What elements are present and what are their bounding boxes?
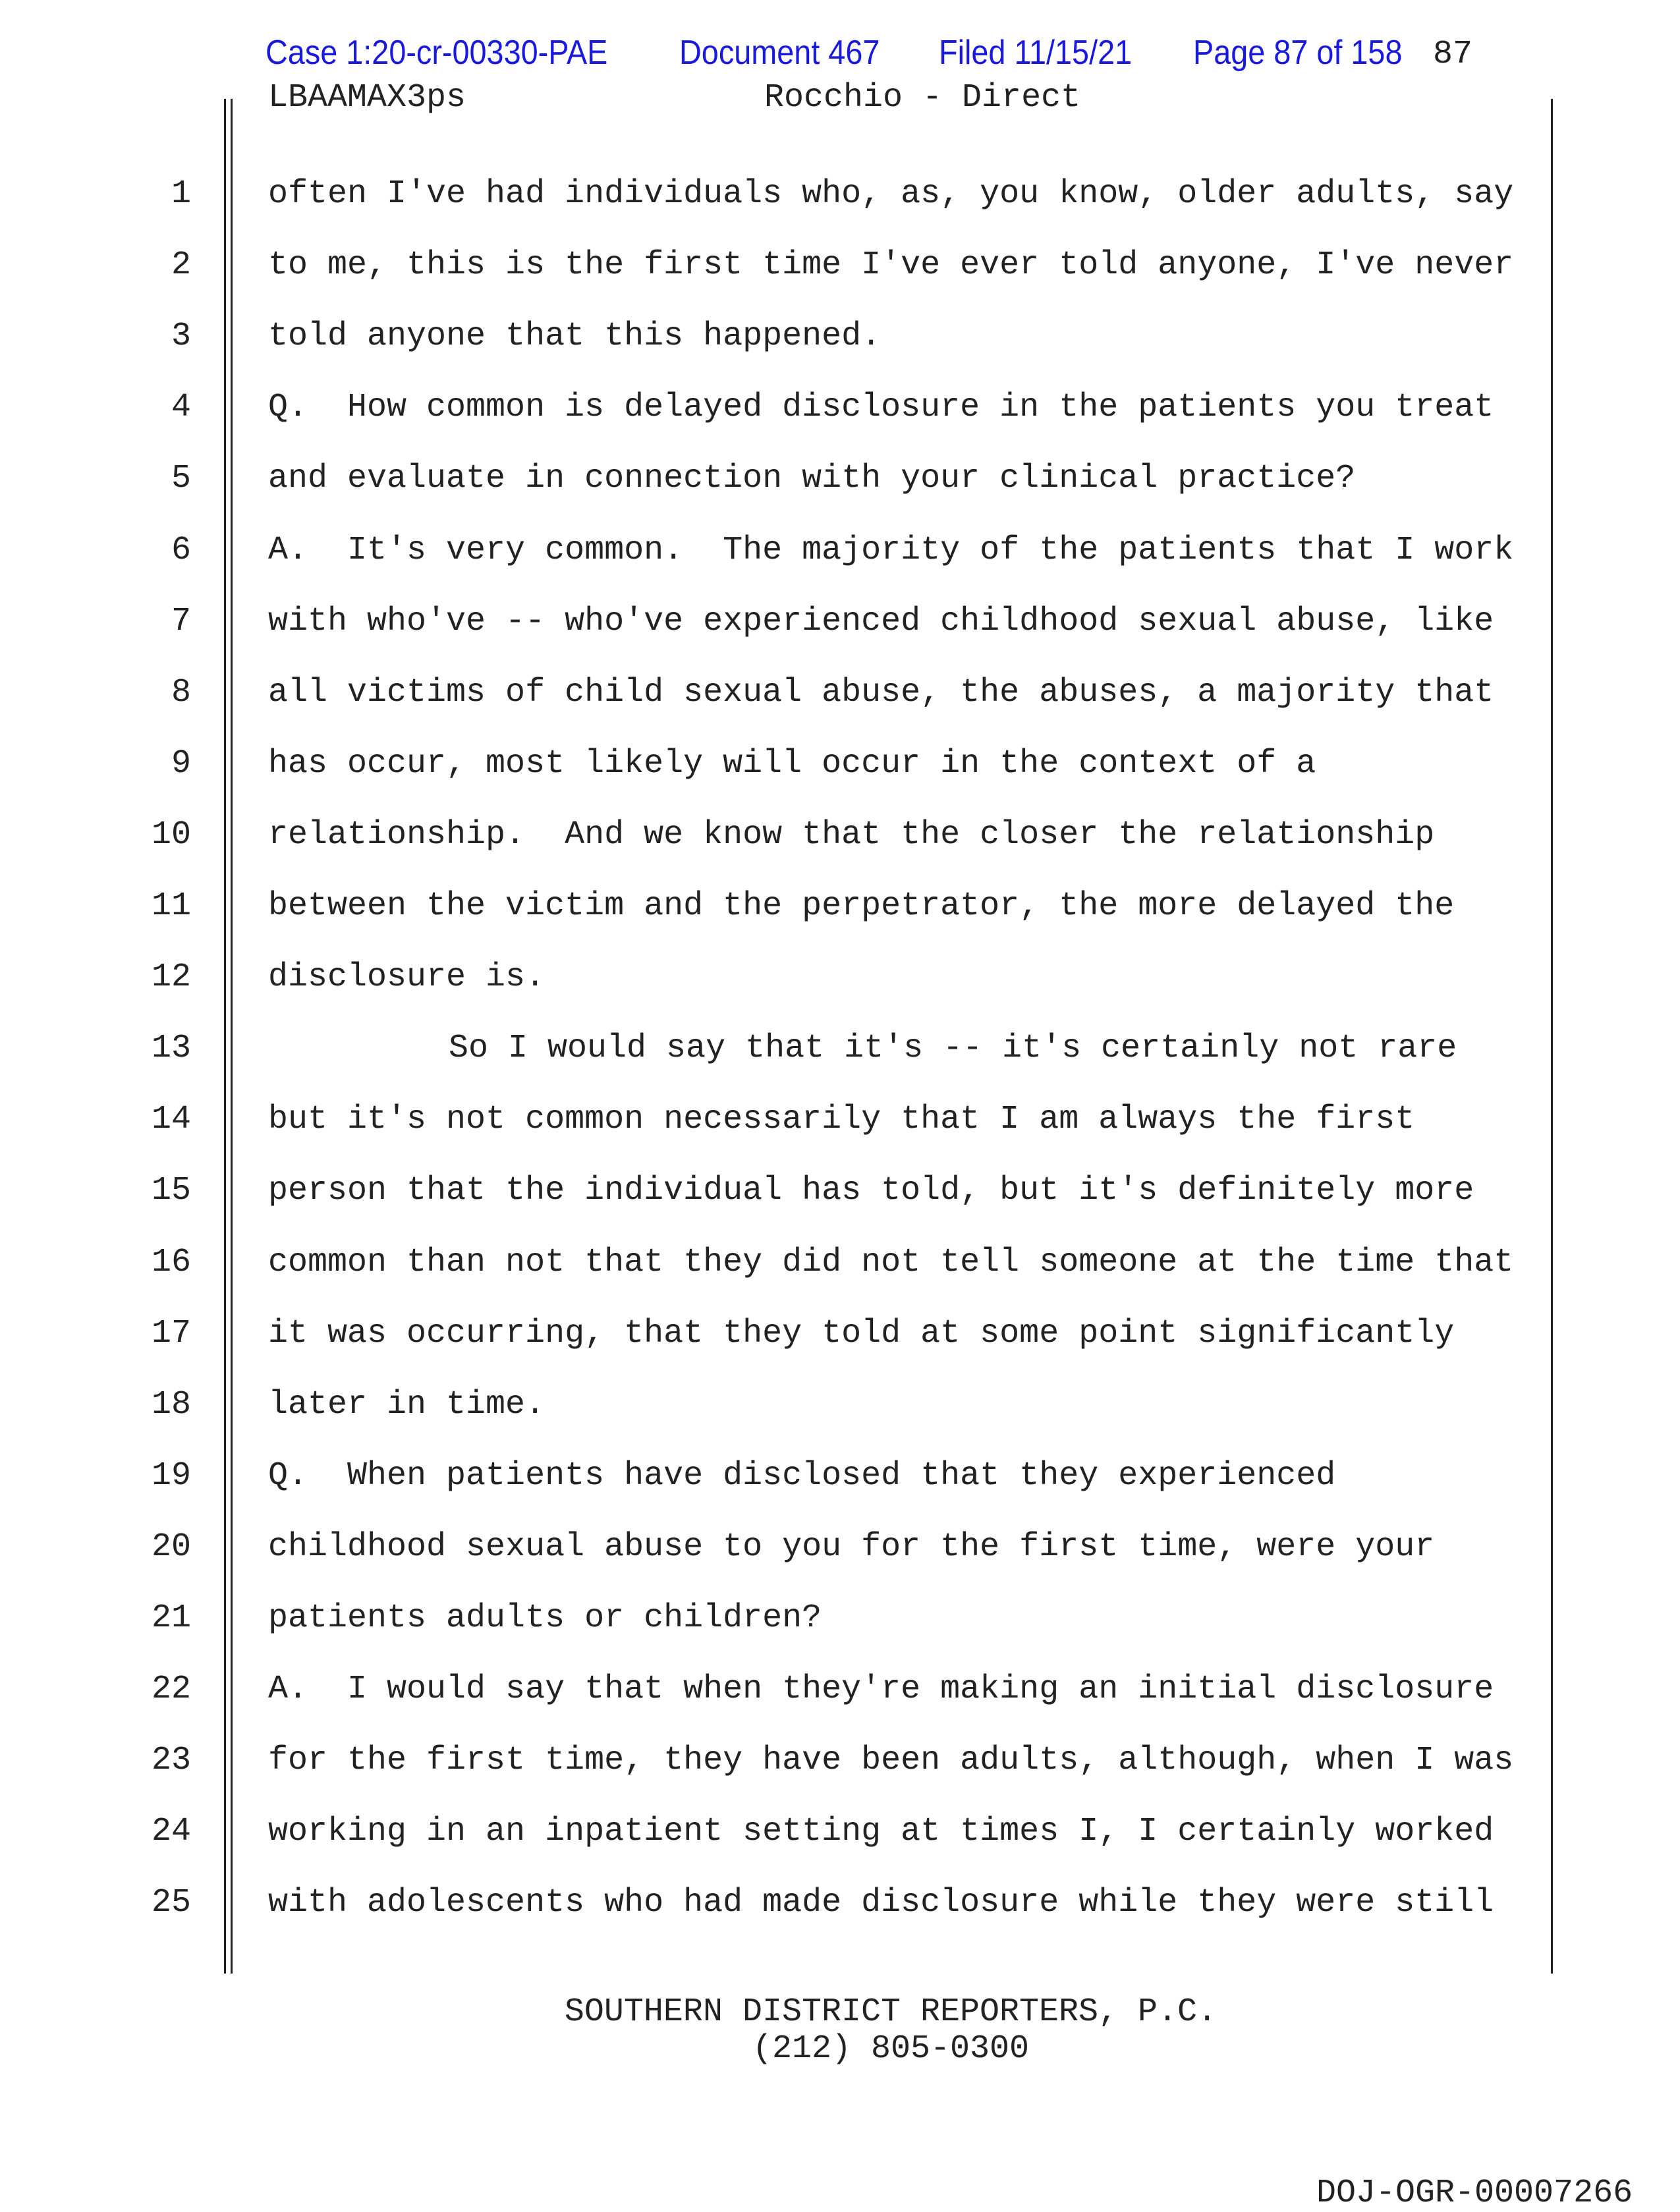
left-margin-rule-inner: [231, 99, 233, 1974]
line-number: 17: [151, 1314, 191, 1352]
right-margin-rule: [1551, 99, 1553, 1974]
line-text: A. It's very common. The majority of the patients that I work: [268, 531, 1514, 569]
left-margin-rule-outer: [224, 99, 226, 1974]
line-text: relationship. And we know that the closer the relationship: [268, 816, 1435, 854]
line-text: disclosure is.: [268, 958, 546, 997]
document-number: Document 467: [679, 34, 880, 72]
line-number: 3: [171, 318, 191, 356]
line-number: 18: [151, 1385, 191, 1424]
line-number: 10: [151, 816, 191, 854]
line-text: A. I would say that when they're making an initial disclosure: [268, 1671, 1494, 1709]
line-number: 23: [151, 1742, 191, 1780]
line-text: Q. How common is delayed disclosure in the patients you treat: [268, 389, 1494, 427]
line-text: to me, this is the first time I've ever told anyone, I've never: [268, 246, 1514, 285]
line-number: 5: [171, 460, 191, 498]
reporter-name: SOUTHERN DISTRICT REPORTERS, P.C.: [564, 1993, 1218, 2031]
line-text: for the first time, they have been adults, although, when I was: [268, 1742, 1514, 1780]
line-number: 12: [151, 958, 191, 997]
line-text: working in an inpatient setting at times I, I certainly worked: [268, 1813, 1494, 1851]
line-text: often I've had individuals who, as, you know, older adults, say: [268, 175, 1514, 213]
line-text: person that the individual has told, but it's definitely more: [268, 1172, 1474, 1210]
line-number: 8: [171, 673, 191, 711]
line-text: between the victim and the perpetrator, the more delayed the: [268, 887, 1455, 925]
line-number: 7: [171, 602, 191, 640]
line-number: 24: [151, 1813, 191, 1851]
page-of: Page 87 of 158: [1193, 34, 1403, 72]
line-number: 2: [171, 246, 191, 285]
line-number: 15: [151, 1172, 191, 1210]
line-number: 4: [171, 389, 191, 427]
line-text: has occur, most likely will occur in the context of a: [268, 744, 1316, 783]
line-number: 19: [151, 1456, 191, 1495]
line-number: 9: [171, 744, 191, 783]
line-text: Q. When patients have disclosed that they experienced: [268, 1456, 1336, 1495]
line-number: 1: [171, 175, 191, 213]
line-text: it was occurring, that they told at some point significantly: [268, 1314, 1455, 1352]
line-number: 14: [151, 1101, 191, 1139]
line-number: 25: [151, 1884, 191, 1922]
line-text: and evaluate in connection with your clinical practice?: [268, 460, 1356, 498]
line-text: childhood sexual abuse to you for the first time, were your: [268, 1528, 1435, 1566]
case-number: Case 1:20-cr-00330-PAE: [266, 34, 608, 72]
line-text: later in time.: [268, 1385, 546, 1424]
transcript-section-title: Rocchio - Direct: [764, 79, 1081, 117]
line-text: common than not that they did not tell someone at the time that: [268, 1243, 1514, 1281]
line-text: but it's not common necessarily that I am always the first: [268, 1101, 1415, 1139]
filed-date: Filed 11/15/21: [939, 34, 1133, 72]
line-number: 16: [151, 1243, 191, 1281]
line-number: 20: [151, 1528, 191, 1566]
transcript-page-number: 87: [1433, 36, 1473, 73]
line-text: So I would say that it's -- it's certainly not rare: [449, 1030, 1457, 1068]
transcript-code: LBAAMAX3ps: [268, 79, 466, 117]
line-number: 6: [171, 531, 191, 569]
line-text: with adolescents who had made disclosure while they were still: [268, 1884, 1494, 1922]
line-number: 13: [151, 1030, 191, 1068]
line-text: told anyone that this happened.: [268, 318, 882, 356]
bates-number: DOJ-OGR-00007266: [1316, 2174, 1633, 2212]
line-number: 21: [151, 1599, 191, 1637]
line-text: patients adults or children?: [268, 1599, 822, 1637]
line-text: all victims of child sexual abuse, the abuses, a majority that: [268, 673, 1494, 711]
reporter-phone: (212) 805-0300: [752, 2030, 1030, 2068]
line-number: 22: [151, 1671, 191, 1709]
line-text: with who've -- who've experienced childhood sexual abuse, like: [268, 602, 1494, 640]
line-number: 11: [151, 887, 191, 925]
